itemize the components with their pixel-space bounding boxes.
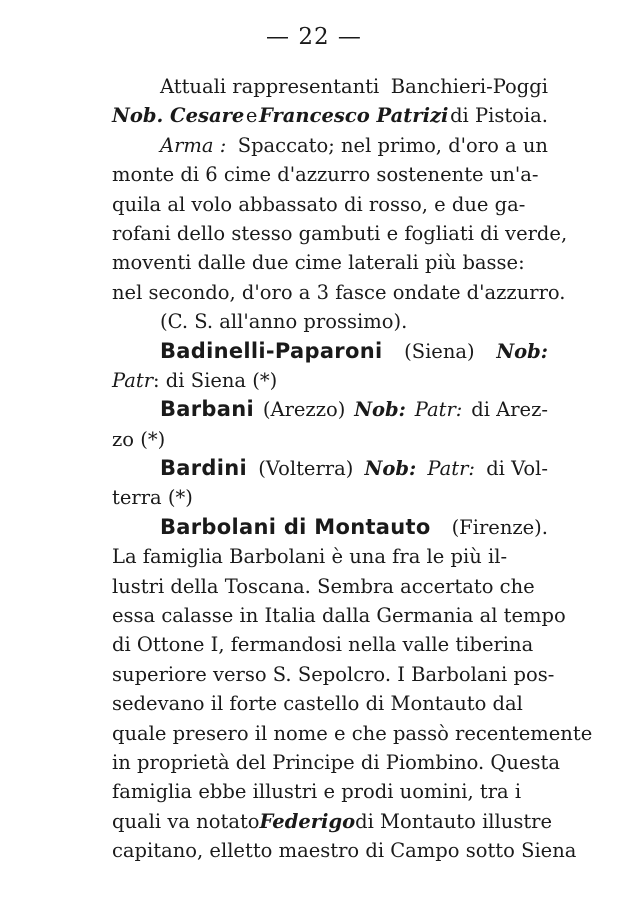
text-line: monte di 6 cime d'azzurro sostenente un'a- <box>112 163 539 187</box>
text-line: quila al volo abbassato di rosso, e due ga- <box>112 192 526 216</box>
entry-name: Bardini <box>160 456 248 481</box>
entry-badinelli-paparoni: Badinelli-Paparoni (Siena) Nob: <box>112 337 548 366</box>
text-line: in proprietà del Principe di Piombino. Questa <box>112 750 560 774</box>
text-line: sedevano il forte castello di Montauto dal <box>112 692 523 716</box>
text-line: zo (*) <box>112 427 166 451</box>
entry-name: Badinelli-Paparoni <box>160 338 383 363</box>
text-line: Patr : di Siena (*) <box>112 368 278 392</box>
text-line: quali va notato Federigo di Montauto illustre <box>112 809 553 833</box>
text-line: superiore verso S. Sepolcro. I Barbolani pos- <box>112 662 555 686</box>
entry-name: Barbolani di Montauto <box>160 514 431 539</box>
text-line: lustri della Toscana. Sembra accertato che <box>112 574 535 598</box>
page-number: — 22 — <box>266 24 362 50</box>
text-line: famiglia ebbe illustri e prodi uomini, tra i <box>112 780 522 804</box>
text-line: nel secondo, d'oro a 3 fasce ondate d'azzurro. <box>112 280 566 304</box>
text-line: terra (*) <box>112 486 193 510</box>
text-line: rofani dello stesso gambuti e fogliati di verde, <box>112 221 568 245</box>
entry-bardini: Bardini (Volterra) Nob: Patr: di Vol- <box>112 454 548 483</box>
text-line: moventi dalle due cime laterali più basse: <box>112 251 525 275</box>
text-line: La famiglia Barbolani è una fra le più il- <box>112 545 508 569</box>
text-line: Attuali rappresentanti Banchieri-Poggi <box>160 75 548 98</box>
text-line: di Ottone I, fermandosi nella valle tiberina <box>112 633 534 657</box>
text-line: Nob. Cesare e Francesco Patrizi di Pistoia. <box>112 104 548 128</box>
entry-barbolani-di-montauto: Barbolani di Montauto (Firenze). <box>112 513 548 542</box>
entry-name: Barbani <box>160 397 254 422</box>
text-line: essa calasse in Italia dalla Germania al tempo <box>112 604 566 628</box>
text-line: (C. S. all'anno prossimo). <box>160 310 408 334</box>
text-line: Arma : Spaccato; nel primo, d'oro a un <box>160 133 548 157</box>
entry-barbani: Barbani (Arezzo) Nob: Patr: di Arez- <box>112 395 548 424</box>
text-line: quale presero il nome e che passò recentemente <box>112 721 593 745</box>
text-line: capitano, elletto maestro di Campo sotto Siena <box>112 839 577 863</box>
page-body <box>112 72 593 866</box>
